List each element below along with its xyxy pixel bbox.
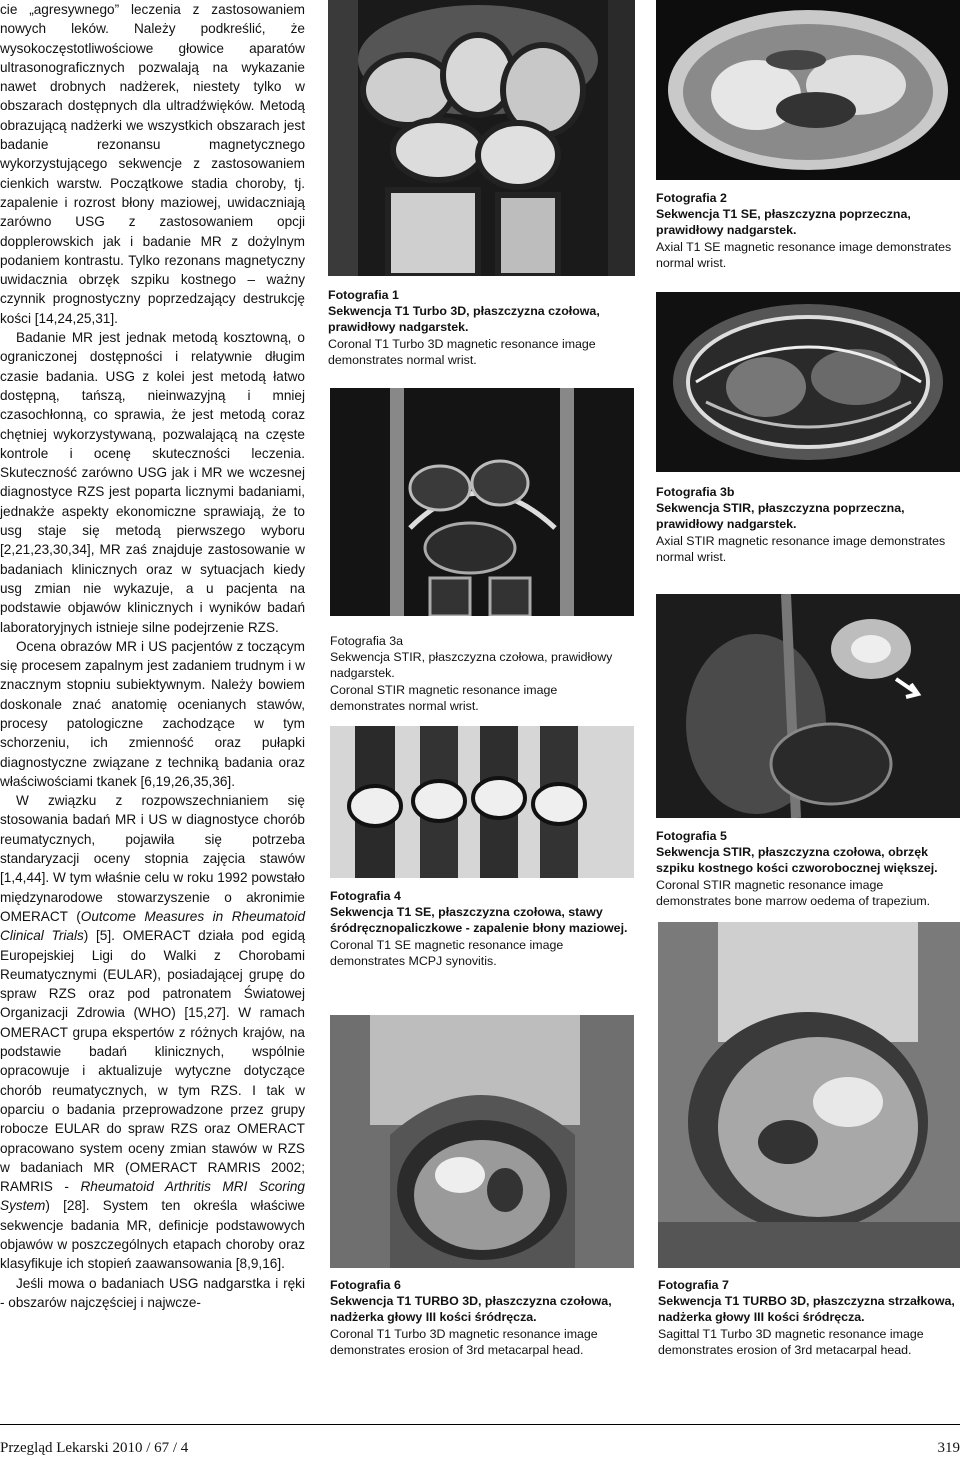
figure-3b-english: Axial STIR magnetic resonance image demonstrates normal wrist. xyxy=(656,533,946,564)
figure-3b-title: Fotografia 3b xyxy=(656,485,735,499)
figure-7-english: Sagittal T1 Turbo 3D magnetic resonance image demonstrates erosion of 3rd metacarpal head. xyxy=(658,1326,924,1357)
figure-3b-caption xyxy=(656,484,960,565)
figure-5-image xyxy=(656,594,960,818)
figure-4-image xyxy=(330,726,634,878)
figure-7-image xyxy=(658,922,960,1268)
figure-4-english: Coronal T1 SE magnetic resonance image demonstrates MCPJ synovitis. xyxy=(330,937,564,968)
figure-1-title: Fotografia 1 xyxy=(328,288,399,302)
figure-3a-english: Coronal STIR magnetic resonance image demonstrates normal wrist. xyxy=(330,682,558,713)
figure-3a-image xyxy=(330,388,634,616)
paragraph-2: Badanie MR jest jednak metodą kosztowną, o ograniczonej dostępności i relatywnie długim czasie badania. USG z kolei jest metodą łatwo dostępną, tańszą, nieinwazyjną i mniej czasochłonną, co sprawia, że jest metodą coraz chętniej wykorzystywaną, pozwalającą na częste kontrole i ocenę skuteczności leczenia. Skuteczność zarówno USG jak i MR we wczesnej diagnostyce RZS jest poparta licznymi badaniami, jednakże aspekty ekonomiczne sprawiają, że to usg staje się metodą pierwszego wyboru [2,21,23,30,34], MR zaś znajduje zastosowanie w badaniach klinicznych oraz w sytuacjach kiedy usg zmian nie wykazuje, a u pacjenta na podstawie objawów klinicznych i wyników badań laboratoryjnych istnieje silne podejrzenie RZS. xyxy=(0,330,305,635)
figure-5-polish: Sekwencja STIR, płaszczyzna czołowa, obrzęk szpiku kostnego kości czworobocznej większej. xyxy=(656,845,938,876)
page-footer xyxy=(0,1424,960,1464)
figure-4-title: Fotografia 4 xyxy=(330,889,401,903)
journal-citation: Przegląd Lekarski 2010 / 67 / 4 xyxy=(0,1440,189,1456)
body-text-column xyxy=(0,0,305,1312)
figure-5-caption xyxy=(656,828,960,909)
figure-6-english: Coronal T1 Turbo 3D magnetic resonance image demonstrates erosion of 3rd metacarpal head. xyxy=(330,1326,598,1357)
figure-3a-caption xyxy=(330,633,634,714)
figure-5-title: Fotografia 5 xyxy=(656,829,727,843)
figure-2-image xyxy=(656,0,960,180)
paragraph-1: cie „agresywnego” leczenia z zastosowaniem nowych leków. Należy podkreślić, że wysokoczęstotliwościowe głowice aparatów ultrasonograficznych pozwalają na wykazanie nawet drobnych nadżerek, niestety tylko w obszarach dostępnych dla ultradźwięków. Metodą obrazującą nadżerki we wszystkich obszarach jest badanie rezonansu magnetycznego wykorzystującego sekwencje z zastosowaniem cienkich warstw. Początkowe stadia choroby, tj. zapalenie i rozrost błony maziowej, uwidaczniają zarówno USG z zastosowaniem opcji dopplerowskich jak i badanie MR z dożylnym podaniem kontrastu. Tylko rezonans magnetyczny uwidacznia obrzęk szpiku kostnego – ważny czynnik prognostyczny poprzedzający destrukcję kości [14,24,25,31]. xyxy=(0,2,305,326)
figure-3a-title: Fotografia 3a xyxy=(330,634,404,648)
figure-6-image xyxy=(330,1015,634,1268)
figure-4-caption xyxy=(330,888,634,969)
figure-4-polish: Sekwencja T1 SE, płaszczyzna czołowa, stawy śródręcznopaliczkowe - zapalenie błony maziowej. xyxy=(330,905,628,936)
figure-3b-image xyxy=(656,292,960,472)
figure-6-polish: Sekwencja T1 TURBO 3D, płaszczyzna czołowa, nadżerka głowy III kości śródręcza. xyxy=(330,1294,612,1325)
figure-2-title: Fotografia 2 xyxy=(656,191,727,205)
page-number: 319 xyxy=(937,1440,960,1456)
figure-2-english: Axial T1 SE magnetic resonance image demonstrates normal wrist. xyxy=(656,239,952,270)
figure-1-caption xyxy=(328,287,634,368)
figure-7-title: Fotografia 7 xyxy=(658,1278,729,1292)
figure-1-english: Coronal T1 Turbo 3D magnetic resonance image demonstrates normal wrist. xyxy=(328,336,596,367)
figure-7-polish: Sekwencja T1 TURBO 3D, płaszczyzna strzałkowa, nadżerka głowy III kości śródręcza. xyxy=(658,1294,955,1325)
figure-6-caption xyxy=(330,1277,634,1358)
paragraph-3: Ocena obrazów MR i US pacjentów z toczącym się procesem zapalnym jest zadaniem trudnym i w znacznym stopniu subiektywnym. Należy bowiem doskonale znać anatomię ocenianych stawów, procesy patologiczne zachodzące w tym schorzeniu, ich zmienność oraz pułapki diagnostyczne związane z techniką badania oraz właściwościami tkanek [6,19,26,35,36]. xyxy=(0,638,305,789)
paragraph-5: Jeśli mowa o badaniach USG nadgarstka i ręki - obszarów najczęściej i najwcze- xyxy=(0,1275,305,1310)
figure-6-title: Fotografia 6 xyxy=(330,1278,401,1292)
paragraph-4: W związku z rozpowszechnianiem się stosowania badań MR i US w diagnostyce chorób reumatycznych, pojawiła się potrzeba standaryzacji oceny stopnia zajęcia stawów [1,4,44]. W tym właśnie celu w roku 1992 powstało międzynarodowe stowarzyszenie o akronimie OMERACT (Outcome Measures in Rheumatoid Clinical Trials) [5]. OMERACT działa pod egidą Europejskiej Ligi do Walki z Chorobami Reumatycznymi (EULAR), posiadającej grupę do spraw RZS oraz pod patronatem Światowej Organizacji Zdrowia (WHO) [15,27]. W ramach OMERACT grupa ekspertów z różnych krajów, na podstawie badań klinicznych, wspólnie opracowuje i aktualizuje wytyczne dotyczące chorób reumatycznych, w tym RZS. I tak w oparciu o badania przeprowadzone przez grupy robocze EULAR do spraw RZS oraz OMERACT opracowano system oceny zmian stawów w RZS w badaniach MR (OMERACT RAMRIS 2002; RAMRIS - Rheumatoid Arthritis MRI Scoring System) [28]. System ten określa właściwe sekwencje badania MR, definicje podstawowych objawów w poszczególnych etapach choroby oraz klasyfikuje ich stopień zaawansowania [8,9,16]. xyxy=(0,793,306,1272)
figure-3a-polish: Sekwencja STIR, płaszczyzna czołowa, prawidłowy nadgarstek. xyxy=(330,650,613,681)
figure-1-image xyxy=(328,0,635,276)
footer-rule xyxy=(0,1424,960,1425)
figure-1-polish: Sekwencja T1 Turbo 3D, płaszczyzna czołowa, prawidłowy nadgarstek. xyxy=(328,304,600,335)
figure-7-caption xyxy=(658,1277,960,1358)
figure-5-english: Coronal STIR magnetic resonance image demonstrates bone marrow oedema of trapezium. xyxy=(656,877,931,908)
figure-2-polish: Sekwencja T1 SE, płaszczyzna poprzeczna, prawidłowy nadgarstek. xyxy=(656,207,911,238)
figure-3b-polish: Sekwencja STIR, płaszczyzna poprzeczna, prawidłowy nadgarstek. xyxy=(656,501,905,532)
figure-2-caption xyxy=(656,190,960,271)
